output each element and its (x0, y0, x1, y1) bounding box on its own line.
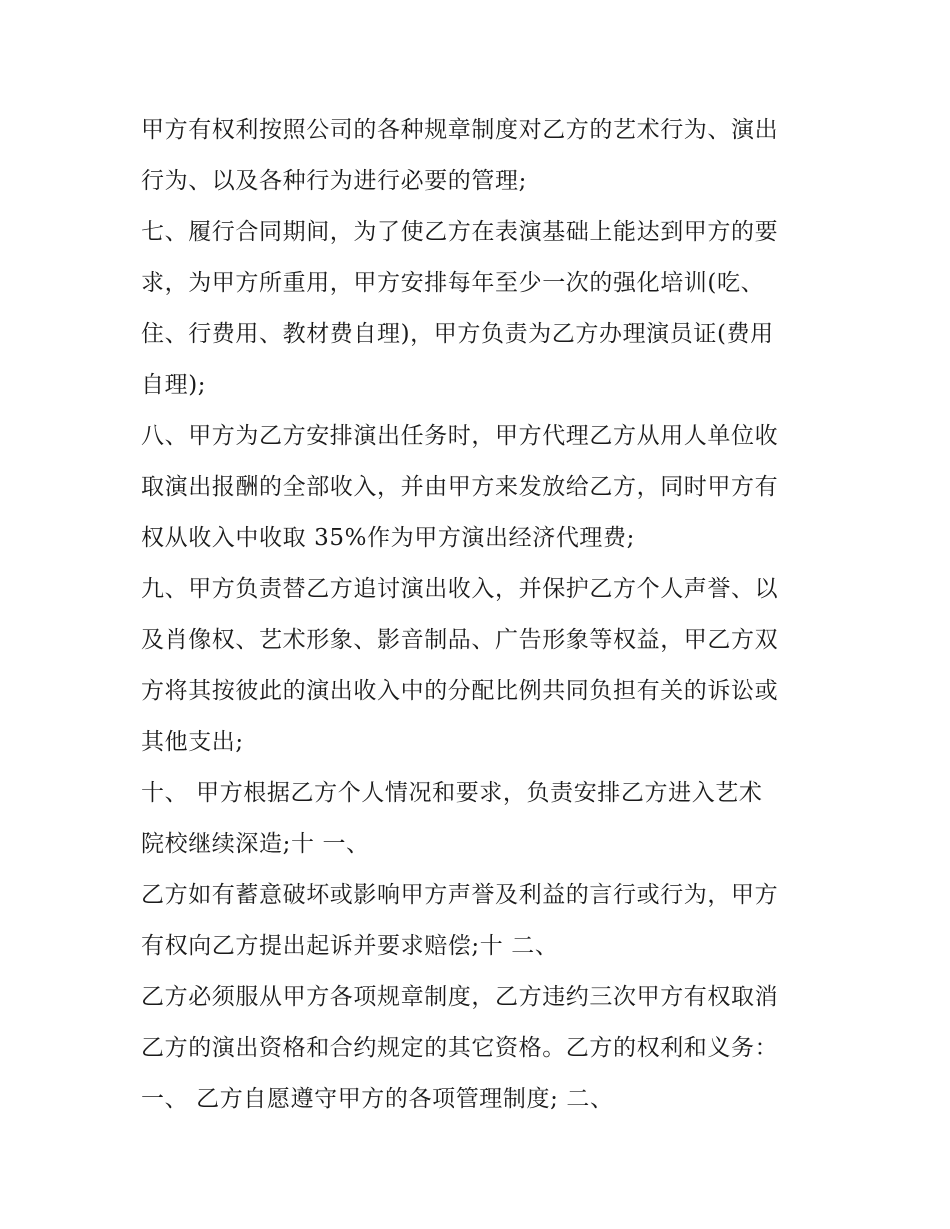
text-line: 行为、以及各种行为进行必要的管理; (141, 168, 527, 194)
text-line: 有权向乙方提出起诉并要求赔偿;十 二、 (141, 933, 559, 959)
text-line: 院校继续深造;十 一、 (141, 831, 370, 857)
text-line: 十、 甲方根据乙方个人情况和要求，负责安排乙方进入艺术 (141, 780, 763, 806)
text-line: 九、甲方负责替乙方追讨演出收入，并保护乙方个人声誉、以 (141, 576, 779, 602)
document-body (141, 105, 821, 1125)
text-line: 甲方有权利按照公司的各种规章制度对乙方的艺术行为、演出 (141, 117, 779, 143)
text-line: 八、甲方为乙方安排演出任务时，甲方代理乙方从用人单位收 (141, 423, 779, 449)
text-line: 权从收入中收取 35%作为甲方演出经济代理费; (141, 525, 635, 551)
text-line: 七、履行合同期间，为了使乙方在表演基础上能达到甲方的要 (141, 219, 779, 245)
text-line: 乙方必须服从甲方各项规章制度，乙方违约三次甲方有权取消 (141, 984, 779, 1010)
text-line: 方将其按彼此的演出收入中的分配比例共同负担有关的诉讼或 (141, 678, 779, 704)
text-line: 求，为甲方所重用，甲方安排每年至少一次的强化培训(吃、 (141, 270, 765, 296)
text-line: 取演出报酬的全部收入，并由甲方来发放给乙方，同时甲方有 (141, 474, 779, 500)
text-line: 一、 乙方自愿遵守甲方的各项管理制度; 二、 (141, 1086, 614, 1112)
text-line: 住、行费用、教材费自理)，甲方负责为乙方办理演员证(费用 (141, 321, 774, 347)
text-line: 及肖像权、艺术形象、影音制品、广告形象等权益，甲乙方双 (141, 627, 779, 653)
text-line: 自理); (141, 372, 207, 398)
text-line: 乙方如有蓄意破坏或影响甲方声誉及利益的言行或行为，甲方 (141, 882, 779, 908)
text-line: 其他支出; (141, 729, 244, 755)
text-line: 乙方的演出资格和合约规定的其它资格。乙方的权利和义务： (141, 1035, 779, 1061)
